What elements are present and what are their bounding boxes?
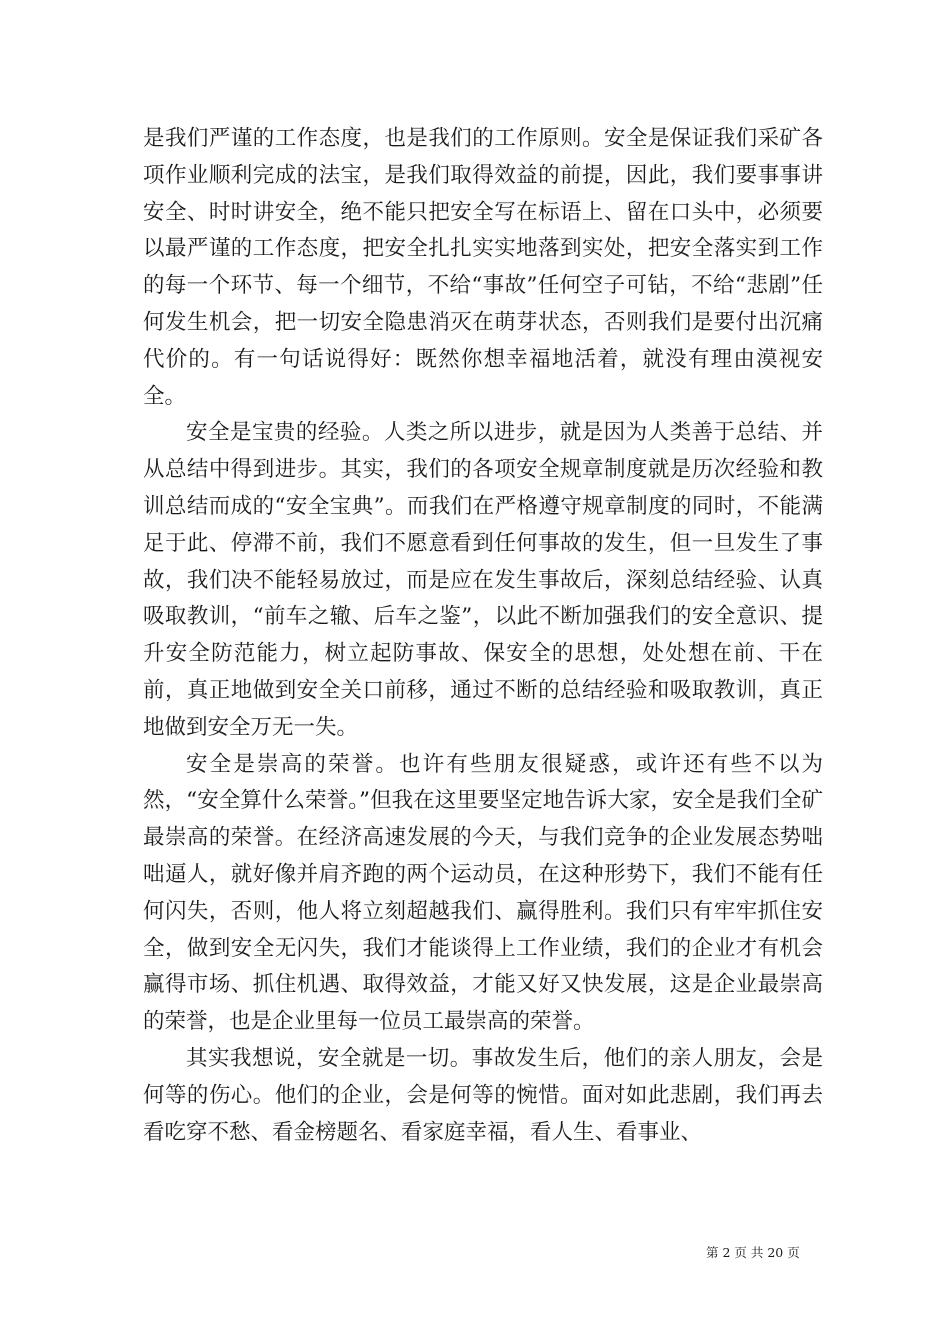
page-number-footer: 第 2 页 共 20 页	[706, 1245, 800, 1260]
paragraph-3: 安全是崇高的荣誉。也许有些朋友很疑惑，或许还有些不以为然，“安全算什么荣誉。”但我在这里要坚定地告诉大家，安全是我们全矿最崇高的荣誉。在经济高速发展的今天，与我们竞争的企业发展态势咄咄逼人，就好像并肩齐跑的两个运动员，在这种形势下，我们不能有任何闪失，否则，他人将立刻超越我们、赢得胜利。我们只有牢牢抓住安全，做到安全无闪失，我们才能谈得上工作业绩，我们的企业才有机会赢得市场、抓住机遇、取得效益，才能又好又快发展，这是企业最崇高的荣誉，也是企业里每一位员工最崇高的荣誉。	[143, 751, 823, 1035]
document-body	[143, 121, 823, 1151]
paragraph-4: 其实我想说，安全就是一切。事故发生后，他们的亲人朋友，会是何等的伤心。他们的企业，会是何等的惋惜。面对如此悲剧，我们再去看吃穿不愁、看金榜题名、看家庭幸福，看人生、看事业、	[143, 1045, 823, 1145]
paragraph-1: 是我们严谨的工作态度，也是我们的工作原则。安全是保证我们采矿各项作业顺利完成的法宝，是我们取得效益的前提，因此，我们要事事讲安全、时时讲安全，绝不能只把安全写在标语上、留在口头中，必须要以最严谨的工作态度，把安全扎扎实实地落到实处，把安全落实到工作的每一个环节、每一个细节，不给“事故”任何空子可钻，不给“悲剧”任何发生机会，把一切安全隐患消灭在萌芽状态，否则我们是要付出沉痛代价的。有一句话说得好：既然你想幸福地活着，就没有理由漠视安全。	[143, 126, 823, 409]
paragraph-2: 安全是宝贵的经验。人类之所以进步，就是因为人类善于总结、并从总结中得到进步。其实，我们的各项安全规章制度就是历次经验和教训总结而成的“安全宝典”。而我们在严格遵守规章制度的同时，不能满足于此、停滞不前，我们不愿意看到任何事故的发生，但一旦发生了事故，我们决不能轻易放过，而是应在发生事故后，深刻总结经验、认真吸取教训，“前车之辙、后车之鉴”，以此不断加强我们的安全意识、提升安全防范能力，树立起防事故、保安全的思想，处处想在前、干在前，真正地做到安全关口前移，通过不断的总结经验和吸取教训，真正地做到安全万无一失。	[143, 420, 823, 740]
